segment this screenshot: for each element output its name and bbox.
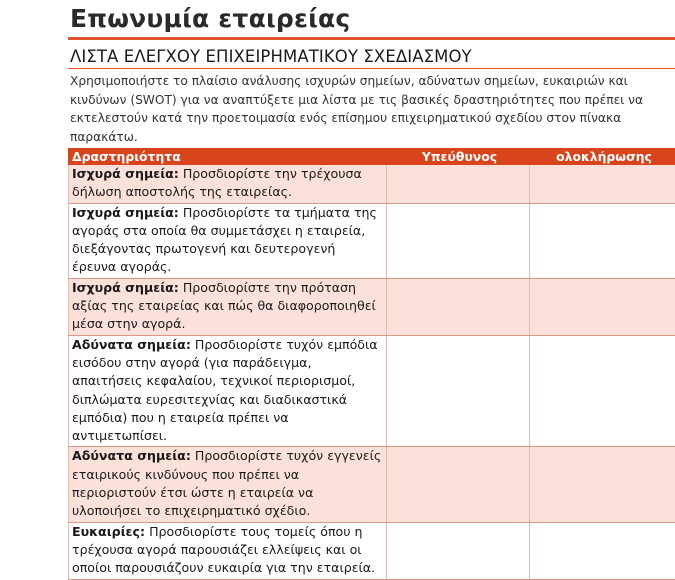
completion-cell[interactable] bbox=[530, 335, 675, 447]
activity-cell[interactable] bbox=[69, 203, 387, 278]
activity-cell[interactable] bbox=[69, 165, 387, 204]
table-row bbox=[69, 522, 675, 579]
activity-text: Προσδιορίστε τυχόν εγγενείς εταιρικούς κινδύνους που πρέπει να περιοριστούν έτσι ώστε η εταιρεία να υλοποιήσει το επιχειρηματικό σχέδιο. bbox=[72, 448, 381, 518]
owner-cell[interactable] bbox=[387, 447, 530, 522]
activity-text: Προσδιορίστε την πρόταση αξίας της εταιρείας και πώς θα διαφοροποιηθεί μέσα στην αγορά. bbox=[72, 280, 376, 332]
owner-cell[interactable] bbox=[387, 278, 530, 335]
activity-cell[interactable] bbox=[69, 335, 387, 447]
table-row bbox=[69, 278, 675, 335]
table-header-row bbox=[69, 149, 675, 165]
category-label: Αδύνατα σημεία: bbox=[72, 337, 191, 352]
owner-cell[interactable] bbox=[387, 165, 530, 204]
owner-cell[interactable] bbox=[387, 335, 530, 447]
activity-cell[interactable] bbox=[69, 522, 387, 579]
activity-text: Προσδιορίστε τυχόν εμπόδια εισόδου στην αγορά (για παράδειγμα, απαιτήσεις κεφαλαίου, τεχνικοί περιορισμοί, διπλώματα ευρεσιτεχνίας και διαδικαστικά εμπόδια) που η εταιρεία πρέπει να αντιμετωπίσει. bbox=[72, 337, 378, 443]
category-label: Ισχυρά σημεία: bbox=[72, 280, 179, 295]
completion-cell[interactable] bbox=[530, 203, 675, 278]
checklist-table bbox=[68, 148, 675, 580]
completion-cell[interactable] bbox=[530, 522, 675, 579]
table-row bbox=[69, 203, 675, 278]
col-header-completion[interactable]: ολοκλήρωσης bbox=[530, 149, 675, 165]
category-label: Ισχυρά σημεία: bbox=[72, 166, 179, 181]
owner-cell[interactable] bbox=[387, 203, 530, 278]
col-header-owner[interactable]: Υπεύθυνος bbox=[387, 149, 530, 165]
col-header-activity[interactable]: Δραστηριότητα bbox=[69, 149, 387, 165]
table-row bbox=[69, 335, 675, 447]
subtitle-rule bbox=[68, 68, 675, 69]
activity-text: Προσδιορίστε τα τμήματα της αγοράς στα οποία θα συμμετάσχει η εταιρεία, διεξάγοντας πρωτογενή και δευτερογενή έρευνα αγοράς. bbox=[72, 205, 377, 275]
table-row bbox=[69, 447, 675, 522]
activity-cell[interactable] bbox=[69, 447, 387, 522]
category-label: Ισχυρά σημεία: bbox=[72, 205, 179, 220]
completion-cell[interactable] bbox=[530, 278, 675, 335]
document-title[interactable]: ΛΙΣΤΑ ΕΛΕΓΧΟΥ ΕΠΙΧΕΙΡΗΜΑΤΙΚΟΥ ΣΧΕΔΙΑΣΜΟΥ bbox=[70, 47, 472, 66]
completion-cell[interactable] bbox=[530, 447, 675, 522]
completion-cell[interactable] bbox=[530, 165, 675, 204]
activity-text: Προσδιορίστε τους τομείς όπου η τρέχουσα αγορά παρουσιάζει ελλείψεις και οι οποίοι παρουσιάζουν ευκαιρία για την εταιρεία. bbox=[72, 524, 375, 576]
table-row bbox=[69, 165, 675, 204]
owner-cell[interactable] bbox=[387, 522, 530, 579]
activity-cell[interactable] bbox=[69, 278, 387, 335]
activity-text: Προσδιορίστε την τρέχουσα δήλωση αποστολής της εταιρείας. bbox=[72, 166, 362, 199]
category-label: Ευκαιρίες: bbox=[72, 524, 145, 539]
company-name[interactable]: Επωνυμία εταιρείας bbox=[70, 4, 350, 33]
category-label: Αδύνατα σημεία: bbox=[72, 448, 191, 463]
title-rule bbox=[68, 37, 675, 40]
intro-paragraph[interactable]: Χρησιμοποιήστε το πλαίσιο ανάλυσης ισχυρών σημείων, αδύνατων σημείων, ευκαιριών και κινδύνων (SWOT) για να αναπτύξετε μια λίστα με τις βασικές δραστηριότητες που πρέπει να εκτελεστούν κατά την προετοιμασία ενός επίσημου επιχειρηματικού σχεδίου στον πίνακα παρακάτω. bbox=[70, 72, 675, 146]
